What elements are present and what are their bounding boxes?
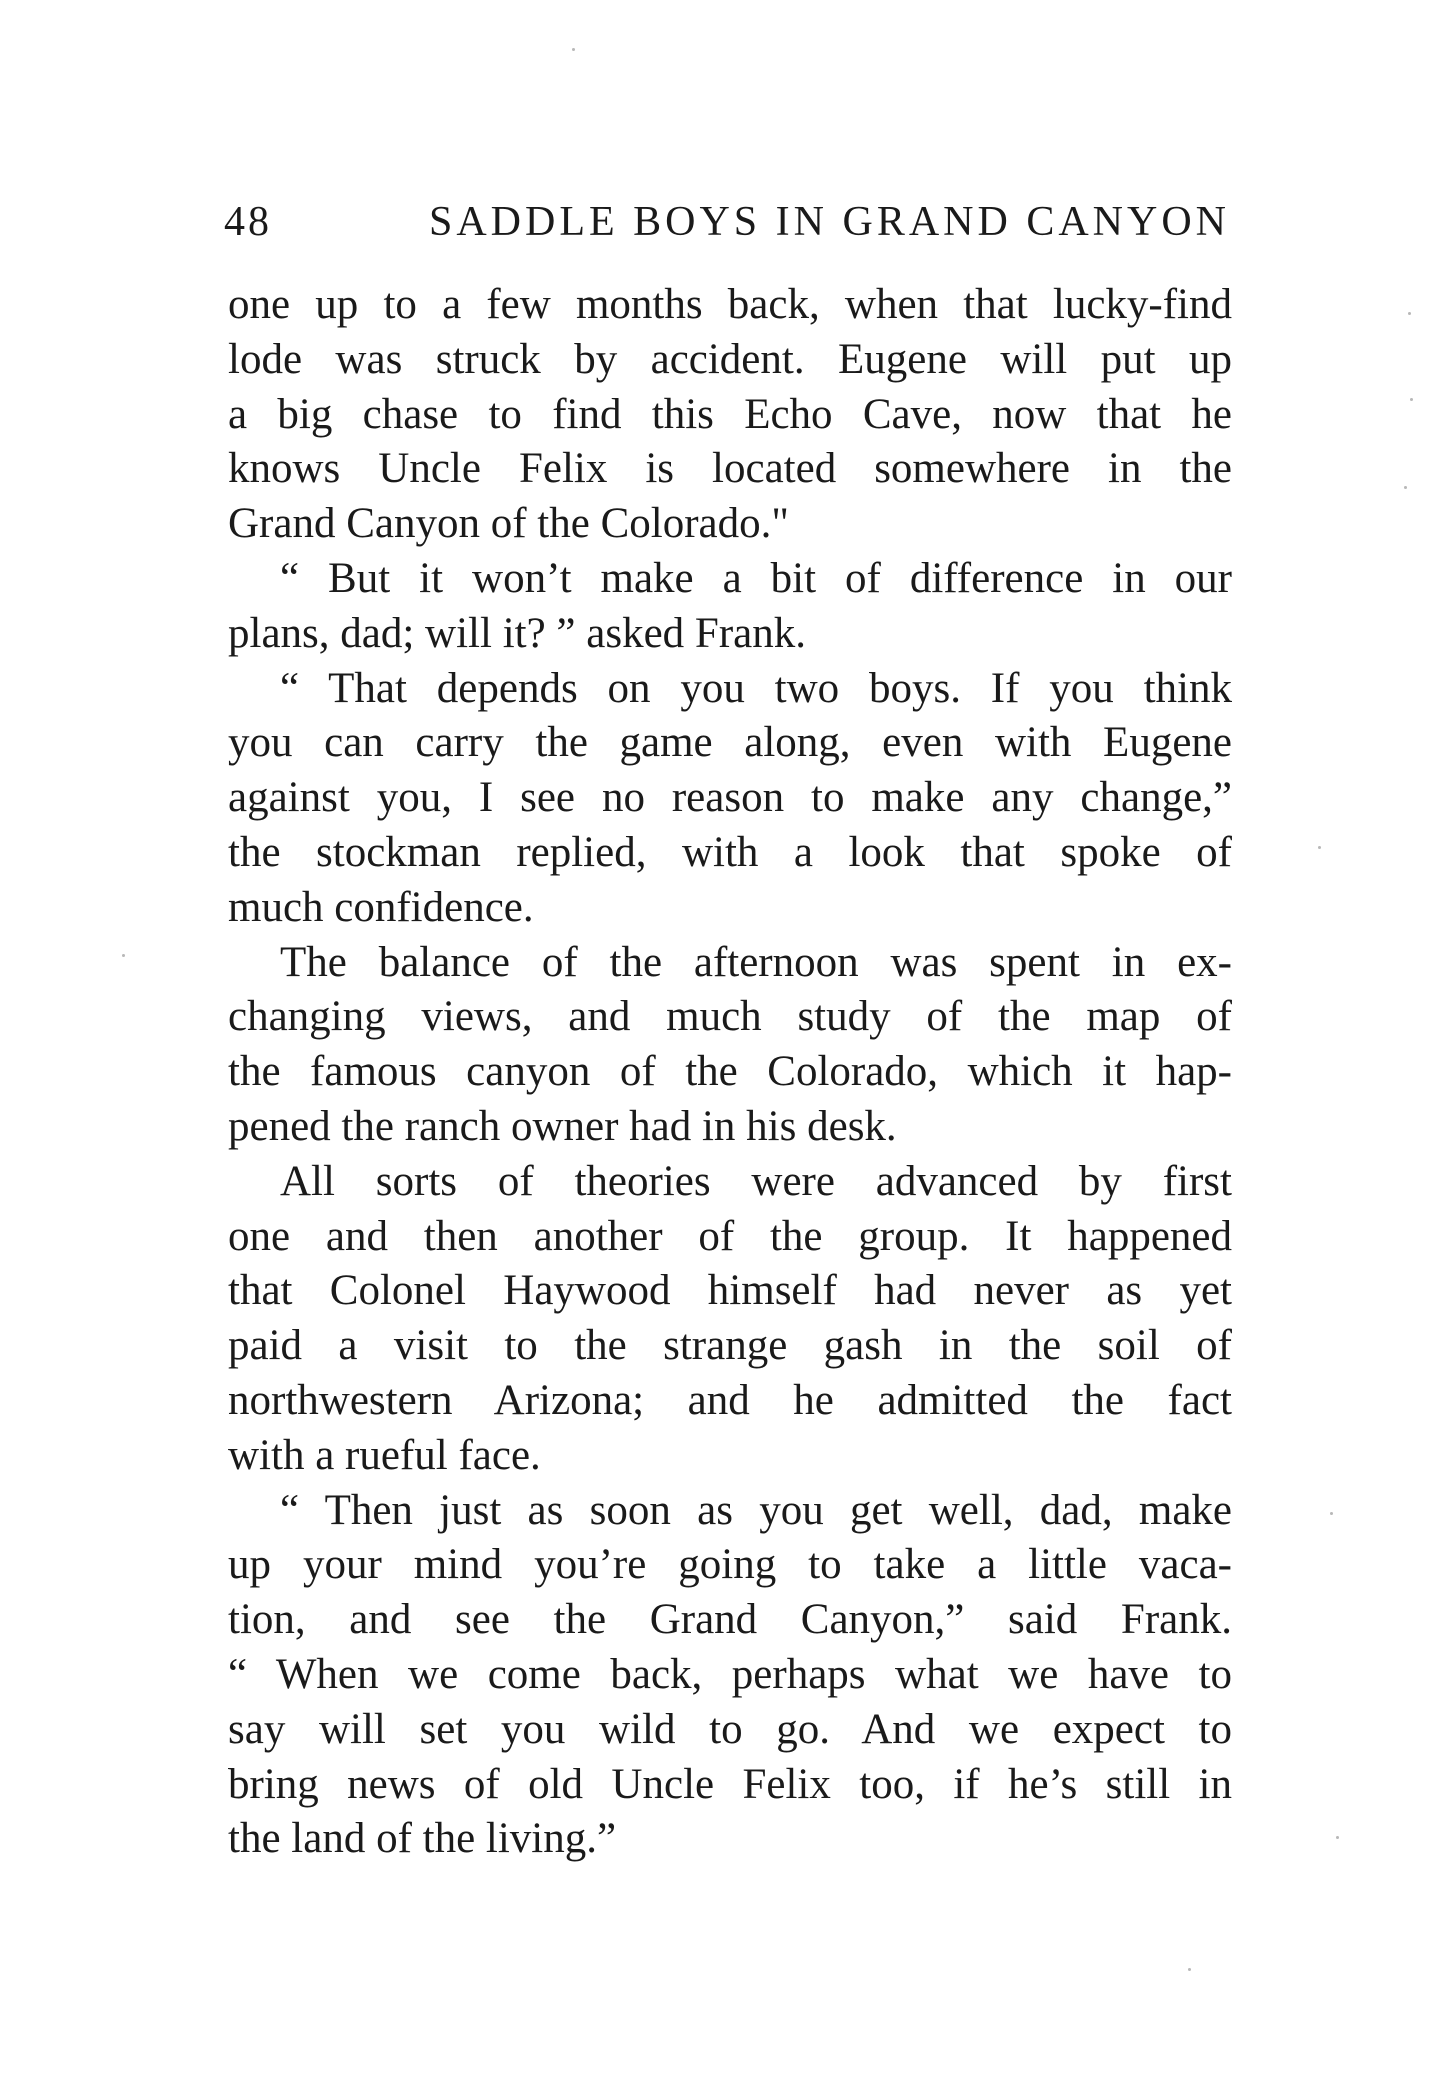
paper-speck	[1336, 1836, 1339, 1839]
text-line: up your mind you’re going to take a little vaca-	[228, 1541, 1232, 1589]
text-line: bring news of old Uncle Felix too, if he’s still in	[228, 1760, 1232, 1808]
text-line: say will set you wild to go. And we expect to	[228, 1705, 1232, 1753]
text-line: “ Then just as soon as you get well, dad, make	[280, 1486, 1232, 1534]
paper-speck	[1330, 1512, 1333, 1515]
running-head-title: SADDLE BOYS IN GRAND CANYON	[428, 199, 1230, 245]
paper-speck	[1188, 1968, 1191, 1971]
paper-speck	[1408, 312, 1411, 315]
text-line: the land of the living.”	[228, 1815, 617, 1863]
text-line: you can carry the game along, even with Eugene	[228, 719, 1232, 767]
text-line: changing views, and much study of the map of	[228, 993, 1232, 1041]
paper-speck	[572, 48, 575, 51]
text-line: much confidence.	[228, 883, 534, 931]
text-line: plans, dad; will it? ” asked Frank.	[228, 609, 806, 657]
text-line: pened the ranch owner had in his desk.	[228, 1102, 897, 1150]
text-line: “ When we come back, perhaps what we have to	[228, 1650, 1232, 1698]
text-line: The balance of the afternoon was spent in ex-	[280, 938, 1232, 986]
text-line: All sorts of theories were advanced by first	[280, 1157, 1232, 1205]
text-line: tion, and see the Grand Canyon,” said Frank.	[228, 1596, 1232, 1644]
text-line: paid a visit to the strange gash in the soil of	[228, 1322, 1232, 1370]
text-line: one and then another of the group. It happened	[228, 1212, 1232, 1260]
text-line: against you, I see no reason to make any change,”	[228, 774, 1232, 822]
text-line: the stockman replied, with a look that spoke of	[228, 828, 1232, 876]
text-line: knows Uncle Felix is located somewhere in the	[228, 445, 1232, 493]
text-line: northwestern Arizona; and he admitted the fact	[228, 1376, 1232, 1424]
text-line: the famous canyon of the Colorado, which it hap-	[228, 1048, 1232, 1096]
text-line: that Colonel Haywood himself had never as yet	[228, 1267, 1232, 1315]
paper-speck	[122, 954, 125, 957]
text-line: lode was struck by accident. Eugene will put up	[228, 335, 1232, 383]
text-line: Grand Canyon of the Colorado."	[228, 500, 789, 548]
paper-speck	[1404, 486, 1407, 489]
running-head	[224, 190, 1230, 254]
paper-speck	[1410, 398, 1413, 401]
text-line: “ That depends on you two boys. If you think	[280, 664, 1232, 712]
text-line: one up to a few months back, when that lucky-find	[228, 281, 1232, 328]
text-line: “ But it won’t make a bit of difference in our	[280, 554, 1232, 602]
paper-speck	[1318, 846, 1321, 849]
page-number: 48	[224, 199, 272, 245]
text-line: a big chase to find this Echo Cave, now that he	[228, 390, 1232, 438]
text-line: with a rueful face.	[228, 1431, 541, 1479]
body-text	[228, 278, 1232, 1867]
